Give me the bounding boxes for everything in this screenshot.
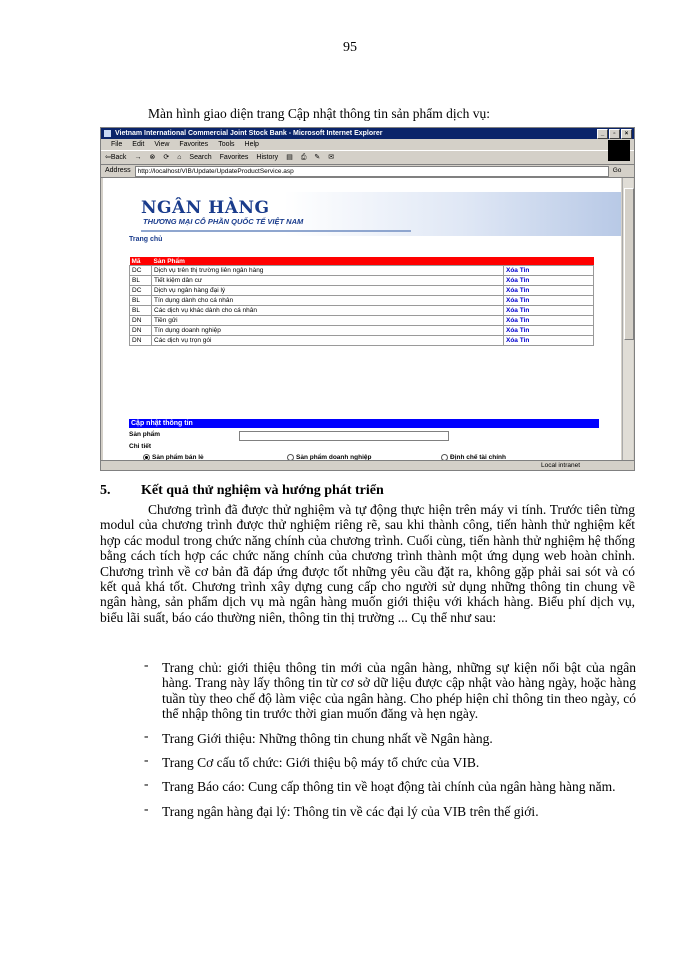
bullet-dash-icon: - xyxy=(144,800,149,816)
ie-icon xyxy=(104,130,111,137)
bank-banner xyxy=(103,192,621,236)
home-button[interactable]: ⌂ xyxy=(177,154,182,161)
refresh-button[interactable]: ⟳ xyxy=(163,154,170,161)
column-header-product: Sản Phẩm xyxy=(152,257,504,266)
row-product-name: Tín dụng doanh nghiệp xyxy=(152,326,504,336)
section-title: Kết quả thử nghiệm và hướng phát triển xyxy=(141,483,384,498)
row-code: DN xyxy=(130,316,152,326)
address-bar xyxy=(101,165,634,178)
menu-file[interactable]: File xyxy=(111,141,123,148)
row-product-name: Các dịch vụ khác dành cho cá nhân xyxy=(152,306,504,316)
row-product-name: Tín dụng dành cho cá nhân xyxy=(152,296,504,306)
table-row xyxy=(130,306,594,316)
print-icon[interactable]: ⎙ xyxy=(300,154,307,161)
delete-link[interactable]: Xóa Tin xyxy=(504,286,594,296)
menu-view[interactable]: View xyxy=(154,141,170,148)
list-item: - Trang Giới thiệu: Những thông tin chung nhất về Ngân hàng. xyxy=(144,727,493,746)
stop-button[interactable]: ⊗ xyxy=(149,154,156,161)
status-zone: Local intranet xyxy=(541,462,581,469)
row-code: DC xyxy=(130,286,152,296)
table-row xyxy=(130,316,594,326)
product-input[interactable] xyxy=(239,431,449,441)
table-row xyxy=(130,326,594,336)
status-bar xyxy=(101,460,634,471)
home-link[interactable]: Trang chủ xyxy=(129,236,163,243)
table-row xyxy=(130,296,594,306)
radio-financial-label: Định chế tài chính xyxy=(450,454,506,460)
address-label: Address xyxy=(105,167,131,174)
row-code: DN xyxy=(130,336,152,346)
section-paragraph: Chương trình đã được thử nghiệm và tự động thực hiện trên máy vi tính. Trước tiên từng modul của chương trình được thử nghiệm riêng rẽ, sau khi thành công, tiến hành thử nghiệm kết hợp các modul trong chức năng chính của chương trình. Cuối cùng, tiến hành thử nghiệm hệ thống bằng cách tích hợp các chức năng chính của chương trình thành một ứng dụng web hoàn chỉnh. Chương trình về cơ bản đã đáp ứng được tốt những yêu cầu đặt ra, không gặp phải sai sót và có kết quả khá tốt. Chương trình xây dựng cung cấp cho người sử dụng những thông tin chung về ngân hàng, sản phẩm dịch vụ mà ngân hàng muốn giới thiệu với khách hàng. Biểu phí dịch vụ, biểu lãi suất, báo cáo thường niên, thông tin thị trường ... Cụ thể như sau: xyxy=(100,502,635,625)
menu-favorites[interactable]: Favorites xyxy=(179,141,209,148)
bank-title: NGÂN HÀNG xyxy=(141,198,270,218)
section-heading xyxy=(100,483,384,499)
row-product-name: Tiền gửi xyxy=(152,316,504,326)
menu-help[interactable]: Help xyxy=(244,141,259,148)
browser-toolbar xyxy=(101,150,634,165)
bullet-dash-icon: - xyxy=(144,657,149,672)
search-button[interactable]: Search xyxy=(189,154,212,161)
delete-link[interactable]: Xóa Tin xyxy=(504,316,594,326)
address-input[interactable]: http://localhost/VIB/Update/UpdateProductService.asp xyxy=(135,166,609,177)
bullet-dash-icon: - xyxy=(144,727,149,743)
page-number: 95 xyxy=(343,40,357,55)
row-product-name: Dịch vụ ngân hàng đại lý xyxy=(152,286,504,296)
table-row xyxy=(130,336,594,346)
browser-screenshot xyxy=(100,127,635,471)
minimize-button[interactable]: _ xyxy=(597,129,608,139)
bullet-dash-icon: - xyxy=(144,752,149,768)
row-code: BL xyxy=(130,306,152,316)
product-label: Sản phẩm xyxy=(129,431,161,438)
list-item: - Trang Báo cáo: Cung cấp thông tin về hoạt động tài chính của ngân hàng hàng năm. xyxy=(144,776,616,795)
section-number: 5. xyxy=(100,483,111,498)
maximize-button[interactable]: ▫ xyxy=(609,129,620,139)
window-title: Vietnam International Commercial Joint Stock Bank - Microsoft Internet Explorer xyxy=(115,130,383,137)
column-header-code: Mã xyxy=(130,257,152,266)
product-table xyxy=(129,257,594,346)
table-row xyxy=(130,286,594,296)
layout-icon[interactable]: ▤ xyxy=(286,154,293,161)
row-product-name: Tiết kiệm dân cư xyxy=(152,276,504,286)
delete-link[interactable]: Xóa Tin xyxy=(504,276,594,286)
list-item: - Trang Cơ cấu tổ chức: Giới thiệu bộ máy tổ chức của VIB. xyxy=(144,752,480,771)
vertical-scrollbar[interactable] xyxy=(622,178,633,460)
mail-icon[interactable]: ✉ xyxy=(328,154,335,161)
list-item: - Trang ngân hàng đại lý: Thông tin về các đại lý của VIB trên thế giới. xyxy=(144,800,539,819)
delete-link[interactable]: Xóa Tin xyxy=(504,326,594,336)
row-code: BL xyxy=(130,296,152,306)
table-row xyxy=(130,266,594,276)
row-product-name: Dịch vụ trên thị trường liên ngân hàng xyxy=(152,266,504,276)
bank-subtitle: THƯƠNG MẠI CỔ PHẦN QUỐC TẾ VIỆT NAM xyxy=(143,217,304,226)
update-section-header: Cập nhật thông tin xyxy=(129,419,599,428)
table-header-row xyxy=(130,257,594,266)
detail-label: Chi tiết xyxy=(129,443,152,450)
back-button[interactable]: ⇦Back xyxy=(105,154,127,161)
menu-edit[interactable]: Edit xyxy=(132,141,145,148)
window-titlebar xyxy=(101,128,634,139)
row-code: DN xyxy=(130,326,152,336)
row-product-name: Các dịch vụ trọn gói xyxy=(152,336,504,346)
history-button[interactable]: History xyxy=(256,154,279,161)
go-button[interactable]: Go xyxy=(612,167,622,174)
edit-icon[interactable]: ✎ xyxy=(314,154,321,161)
delete-link[interactable]: Xóa Tin xyxy=(504,266,594,276)
delete-link[interactable]: Xóa Tin xyxy=(504,306,594,316)
windows-logo-icon xyxy=(608,140,630,161)
page-content xyxy=(103,178,621,460)
figure-caption: Màn hình giao diện trang Cập nhật thông tin sản phẩm dịch vụ: xyxy=(148,106,490,121)
row-code: BL xyxy=(130,276,152,286)
scrollbar-thumb[interactable] xyxy=(624,188,634,340)
radio-corporate-label: Sản phẩm doanh nghiệp xyxy=(296,454,372,460)
bullet-dash-icon: - xyxy=(144,776,149,792)
row-code: DC xyxy=(130,266,152,276)
list-item: - Trang chủ: giới thiệu thông tin mới của ngân hàng, những sự kiện nổi bật của ngân hàng. Trang này lấy thông tin từ cơ sở dữ liệu được cập nhật vào hàng ngày, hoặc hàng tuần tùy theo chế độ làm việc của ngân hàng. Cho phép hiện chỉ thông tin theo ngày, có thể nhập thông tin trước thời gian muốn đăng và hẹn ngày. xyxy=(144,657,636,722)
favorites-button[interactable]: Favorites xyxy=(219,154,249,161)
feature-list xyxy=(144,657,636,828)
forward-button[interactable]: → xyxy=(134,154,142,161)
delete-link[interactable]: Xóa Tin xyxy=(504,296,594,306)
menu-bar xyxy=(101,139,634,150)
banner-divider xyxy=(141,230,411,232)
menu-tools[interactable]: Tools xyxy=(218,141,235,148)
close-button[interactable]: × xyxy=(621,129,632,139)
radio-retail-label: Sản phẩm bán lẻ xyxy=(152,454,204,460)
table-row xyxy=(130,276,594,286)
column-header-action xyxy=(504,257,594,266)
delete-link[interactable]: Xóa Tin xyxy=(504,336,594,346)
